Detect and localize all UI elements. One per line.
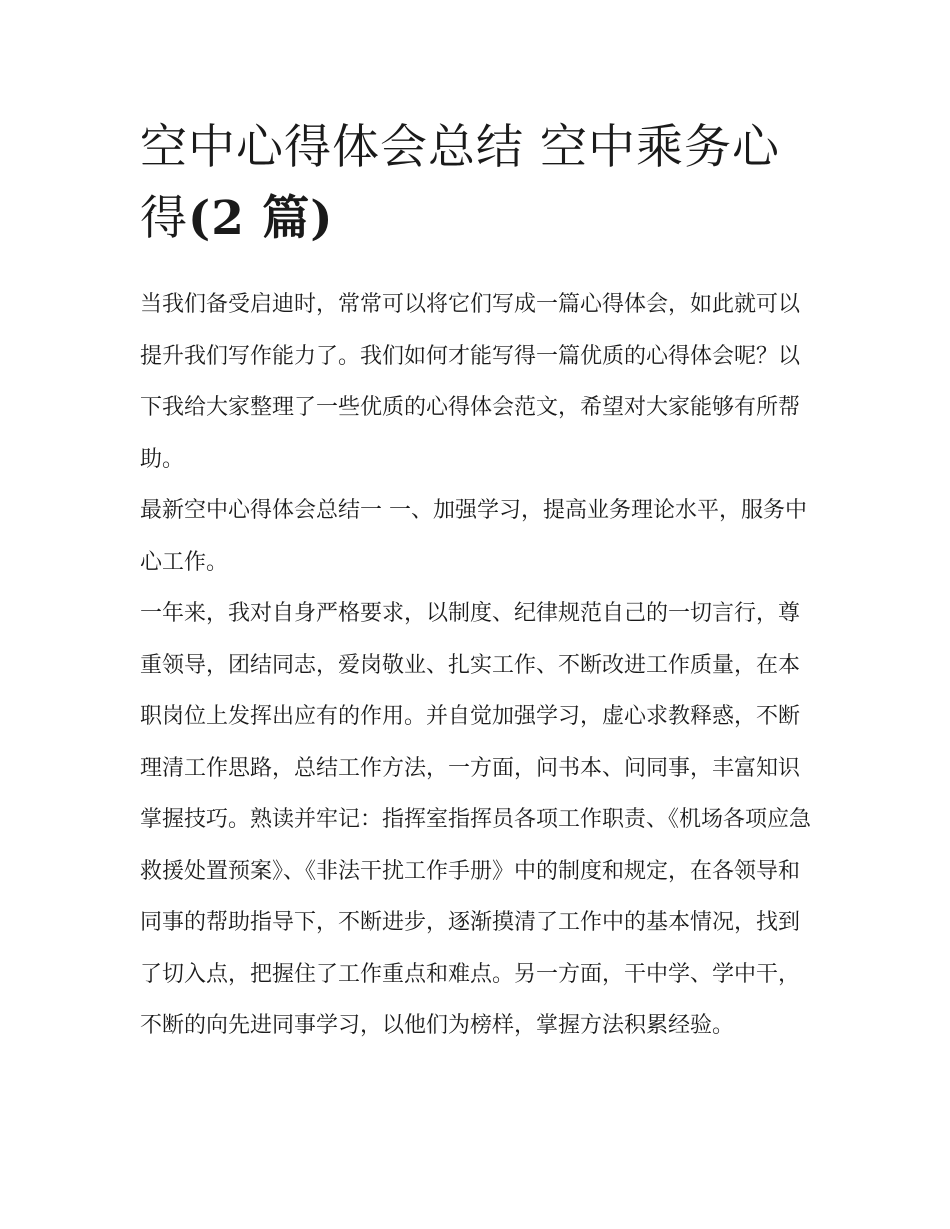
section-heading-paragraph: 最新空中心得体会总结一 一、加强学习，提高业务理论水平，服务中心工作。 xyxy=(140,498,807,575)
document-title-main: 空中心得体会总结 空中乘务心得 xyxy=(140,120,780,246)
document-page xyxy=(140,112,812,1052)
document-title xyxy=(140,112,812,254)
intro-paragraph: 当我们备受启迪时，常常可以将它们写成一篇心得体会，如此就可以提升我们写作能力了。我们如何才能写得一篇优质的心得体会呢？以下我给大家整理了一些优质的心得体会范文，希望对大家能够有所帮助。 xyxy=(140,292,801,472)
document-title-suffix: (2 篇) xyxy=(188,191,334,246)
body-paragraph: 一年来，我对自身严格要求，以制度、纪律规范自己的一切言行，尊重领导，团结同志，爱岗敬业、扎实工作、不断改进工作质量，在本职岗位上发挥出应有的作用。并自觉加强学习，虚心求教释惑，不断理清工作思路，总结工作方法，一方面，问书本、问同事，丰富知识掌握技巧。熟读并牢记：指挥室指挥员各项工作职责、《机场各项应急救援处置预案》、《非法干扰工作手册》中的制度和规定，在各领导和同事的帮助指导下，不断进步，逐渐摸清了工作中的基本情况，找到了切入点，把握住了工作重点和难点。另一方面，干中学、学中干，不断的向先进同事学习，以他们为榜样，掌握方法积累经验。 xyxy=(140,601,812,1038)
